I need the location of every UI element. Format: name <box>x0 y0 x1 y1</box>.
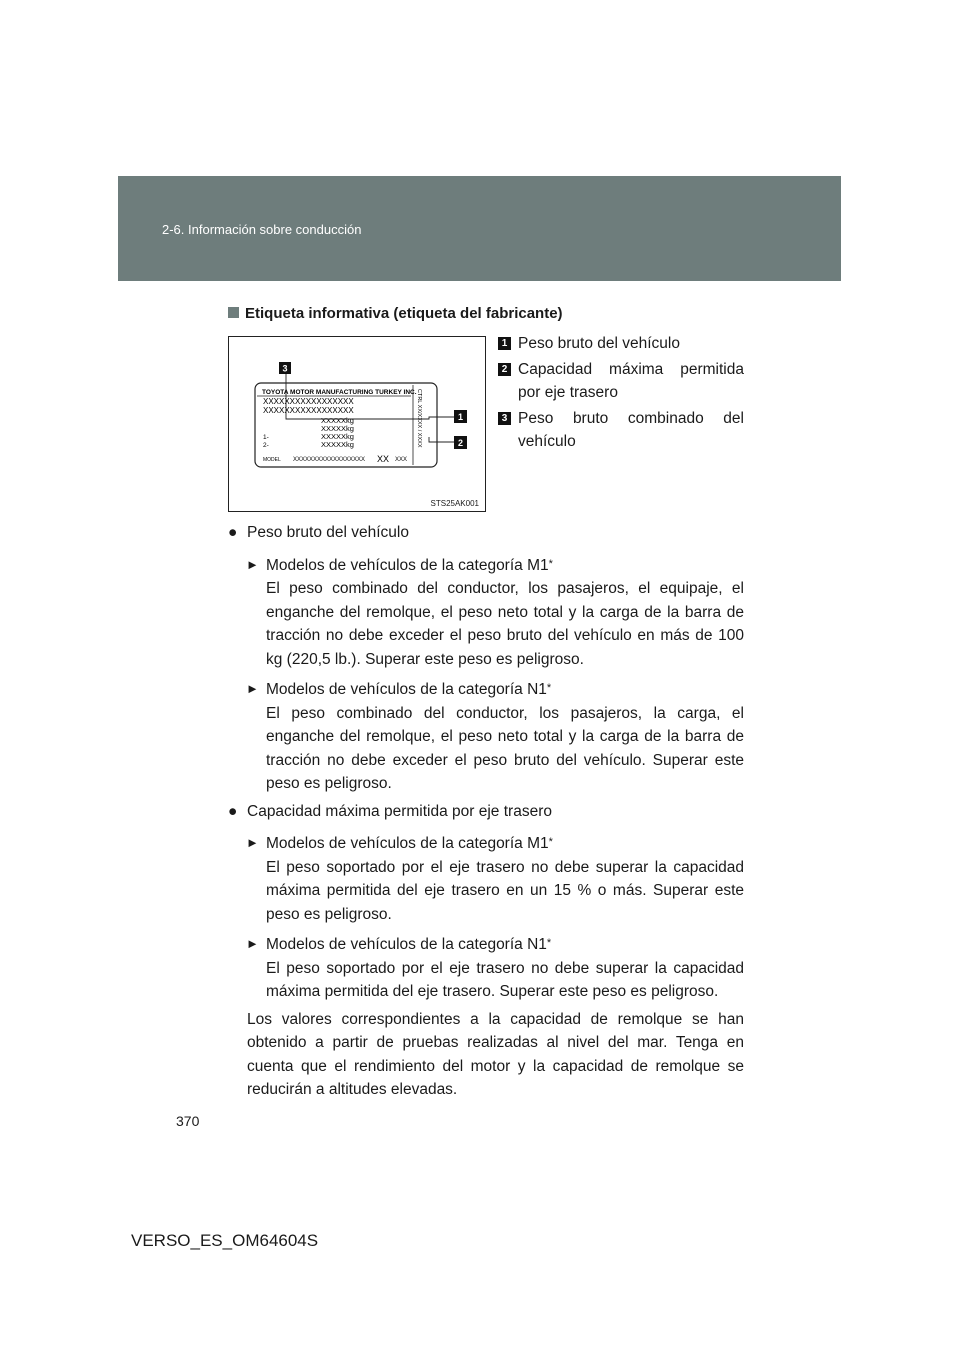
legend-item <box>498 407 744 453</box>
label-line1: XXXXXXXXXXXXXXXXX <box>263 397 354 406</box>
legend-item <box>498 358 744 404</box>
label-axle-1: 1- <box>263 434 269 441</box>
legend-number: 1 <box>498 337 511 350</box>
sub-item-model: Modelos de vehículos de la categoría N1 <box>266 681 547 698</box>
sub-item-model: Modelos de vehículos de la categoría N1 <box>266 936 547 953</box>
label-weight-1: XXXXXkg <box>321 416 354 425</box>
label-illustration <box>229 337 485 511</box>
legend-text: Peso bruto combinado del vehículo <box>518 410 744 450</box>
callout-3: 3 <box>282 363 288 374</box>
asterisk: * <box>548 557 553 570</box>
label-model-xx: XX <box>377 454 390 464</box>
label-line2: XXXXXXXXXXXXXXXXX <box>263 406 354 415</box>
legend <box>498 332 744 456</box>
arrow-icon: ► <box>246 556 259 572</box>
label-figure <box>228 336 486 512</box>
document-id: VERSO_ES_OM64604S <box>131 1231 319 1250</box>
bullet-section <box>228 800 744 824</box>
label-model-xxx: XXX <box>395 457 408 463</box>
section-title <box>228 305 563 322</box>
label-model-title: MODEL <box>263 457 281 463</box>
asterisk: * <box>546 937 552 949</box>
bullet-title: Capacidad máxima permitida por eje trasero <box>247 802 552 820</box>
arrow-icon: ► <box>246 936 259 951</box>
bullet-icon: ● <box>228 524 238 541</box>
legend-item <box>498 332 744 355</box>
legend-number: 2 <box>498 363 511 376</box>
sub-item-text: El peso soportado por el eje trasero no debe superar la capacidad máxima permitida del eje trasero. Superar este peso es peligroso. <box>266 959 744 1000</box>
asterisk: * <box>546 682 552 694</box>
label-weight-2: XXXXXkg <box>321 424 354 433</box>
label-weight-3: XXXXXkg <box>321 432 354 441</box>
body-text <box>228 521 744 1102</box>
sub-item <box>228 831 744 926</box>
label-side-text: CTRL XX/XXXX / XXXX <box>416 389 422 448</box>
square-bullet-icon <box>228 307 239 318</box>
sub-item-model: Modelos de vehículos de la categoría M1 <box>266 556 549 574</box>
sub-item-model: Modelos de vehículos de la categoría M1 <box>266 835 549 852</box>
sub-item <box>228 677 744 796</box>
section-header: 2-6. Información sobre conducción <box>162 222 362 237</box>
page-number: 370 <box>176 1113 200 1129</box>
bullet-title: Peso bruto del vehículo <box>247 524 409 541</box>
sub-item-text: El peso combinado del conductor, los pasajeros, la carga, el enganche del remolque, el peso neto total y la carga de la barra de tracción no debe exceder el peso bruto del vehículo. Superar este peso es peligroso. <box>266 704 744 792</box>
label-maker: TOYOTA MOTOR MANUFACTURING TURKEY INC. <box>262 389 417 396</box>
sub-item-text: El peso soportado por el eje trasero no debe superar la capacidad máxima permitida del eje trasero en un 15 % o más. Superar este peso es peligroso. <box>266 858 744 923</box>
sub-item-text: El peso combinado del conductor, los pasajeros, el equipaje, el enganche del remolque, el peso neto total y la carga de la barra de tracción no debe exceder el peso bruto del vehículo en más de 100 kg (220,5 lb.). Superar este peso es peligroso. <box>266 580 744 668</box>
callout-2: 2 <box>457 438 464 448</box>
sub-item <box>228 553 744 672</box>
callout-1: 1 <box>457 412 464 422</box>
legend-number: 3 <box>498 412 511 425</box>
figure-code: STS25AK001 <box>430 499 479 508</box>
asterisk: * <box>548 836 553 848</box>
section-title-text: Etiqueta informativa (etiqueta del fabricante) <box>245 305 563 322</box>
legend-text: Peso bruto del vehículo <box>518 335 680 352</box>
closing-paragraph: Los valores correspondientes a la capacidad de remolque se han obtenido a partir de pruebas realizadas al nivel del mar. Tenga en cuenta que el rendimiento del motor y la capacidad de remolque se reducirán a altitudes elevadas. <box>247 1010 744 1098</box>
label-model-value: XXXXXXXXXXXXXXXXXX <box>293 457 366 463</box>
bullet-icon: ● <box>228 802 238 820</box>
label-weight-4: XXXXXkg <box>321 440 354 449</box>
arrow-icon: ► <box>246 681 259 696</box>
sub-item <box>228 932 744 1004</box>
arrow-icon: ► <box>246 835 259 850</box>
label-axle-2: 2- <box>263 442 269 449</box>
bullet-section <box>228 521 744 545</box>
legend-text: Capacidad máxima permitida por eje trasero <box>518 361 744 401</box>
